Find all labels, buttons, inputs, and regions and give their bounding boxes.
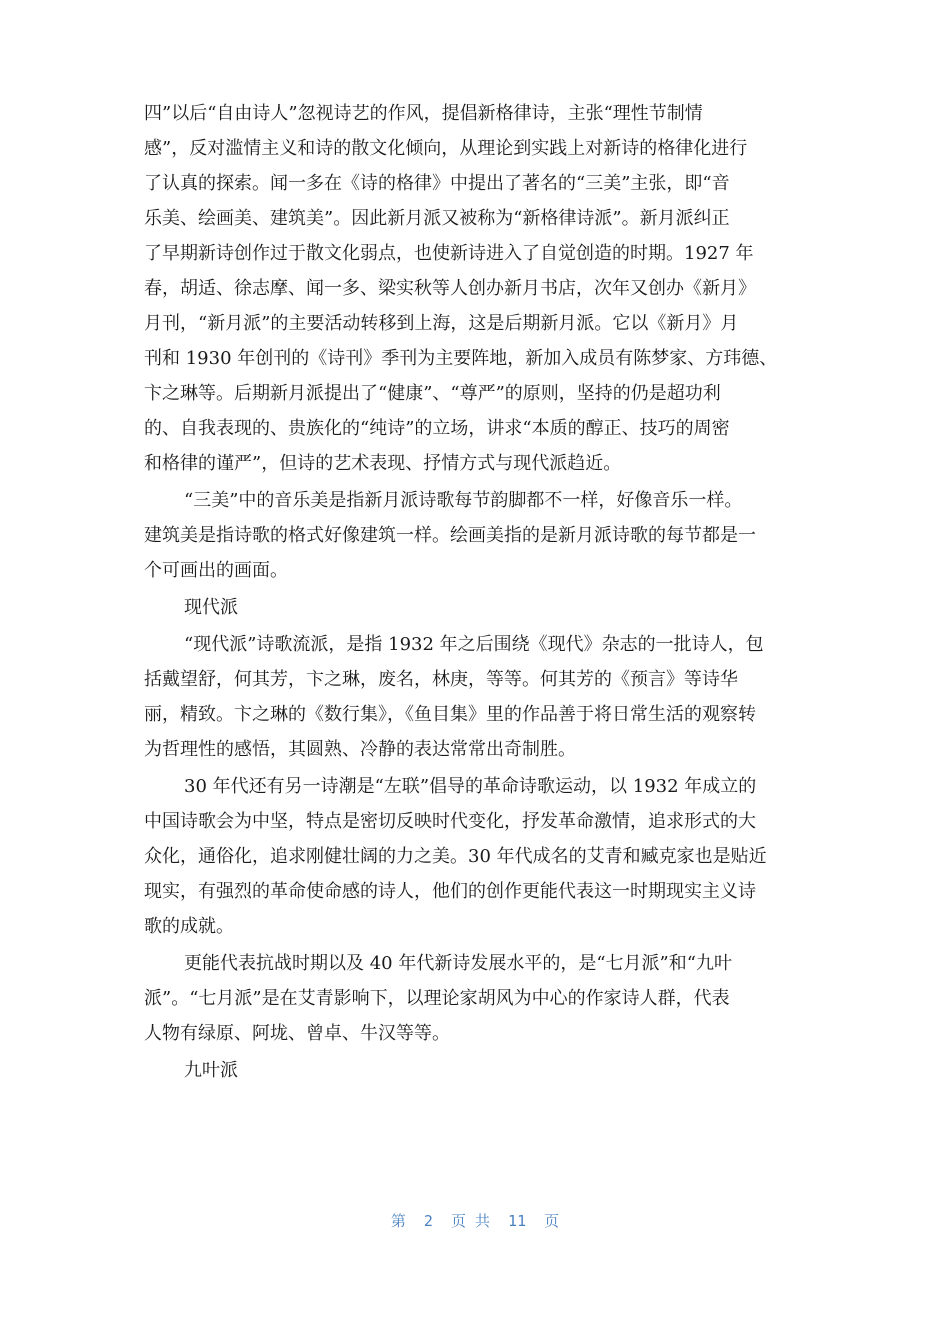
text-line: 卞之琳等。后期新月派提出了“健康”、“尊严”的原则，坚持的仍是超功利	[144, 383, 721, 404]
text-line: 建筑美是指诗歌的格式好像建筑一样。绘画美指的是新月派诗歌的每节都是一	[144, 525, 756, 546]
paragraph	[144, 769, 808, 944]
paragraph	[144, 96, 808, 481]
text-line: 九叶派	[184, 1060, 238, 1081]
paragraph	[144, 627, 808, 767]
text-line: 歌的成就。	[144, 916, 234, 937]
text-line: 人物有绿原、阿垅、曾卓、牛汉等等。	[144, 1023, 450, 1044]
paragraph	[144, 590, 808, 625]
text-line: 30 年代还有另一诗潮是“左联”倡导的革命诗歌运动，以 1932 年成立的	[184, 776, 757, 797]
document-body	[144, 96, 808, 1088]
text-line: 丽，精致。卞之琳的《数行集》，《鱼目集》里的作品善于将日常生活的观察转	[144, 704, 756, 725]
text-line: 现实，有强烈的革命使命感的诗人，他们的创作更能代表这一时期现实主义诗	[144, 881, 756, 902]
text-line: 了认真的探索。闻一多在《诗的格律》中提出了著名的“三美”主张，即“音	[144, 173, 730, 194]
text-line: 个可画出的画面。	[144, 560, 288, 581]
text-line: 括戴望舒，何其芳，卞之琳，废名，林庚，等等。何其芳的《预言》等诗华	[144, 669, 738, 690]
text-line: 的、自我表现的、贵族化的“纯诗”的立场，讲求“本质的醇正、技巧的周密	[144, 418, 730, 439]
paragraph	[144, 1053, 808, 1088]
text-line: 四”以后“自由诗人”忽视诗艺的作风，提倡新格律诗，主张“理性节制情	[144, 103, 703, 124]
text-line: 感”，反对滥情主义和诗的散文化倾向，从理论到实践上对新诗的格律化进行	[144, 138, 748, 159]
paragraph	[144, 946, 808, 1051]
text-line: 乐美、绘画美、建筑美”。因此新月派又被称为“新格律诗派”。新月派纠正	[144, 208, 730, 229]
text-line: 月刊，“新月派”的主要活动转移到上海，这是后期新月派。它以《新月》月	[144, 313, 739, 334]
text-line: “现代派”诗歌流派，是指 1932 年之后围绕《现代》杂志的一批诗人，包	[184, 634, 764, 655]
text-line: 中国诗歌会为中坚，特点是密切反映时代变化，抒发革命激情，追求形式的大	[144, 811, 756, 832]
text-line: 春，胡适、徐志摩、闻一多、梁实秋等人创办新月书店，次年又创办《新月》	[144, 278, 756, 299]
text-line: 派”。“七月派”是在艾青影响下，以理论家胡风为中心的作家诗人群，代表	[144, 988, 730, 1009]
paragraph	[144, 483, 808, 588]
text-line: “三美”中的音乐美是指新月派诗歌每节韵脚都不一样，好像音乐一样。	[184, 490, 743, 511]
text-line: 和格律的谨严”，但诗的艺术表现、抒情方式与现代派趋近。	[144, 453, 622, 474]
text-line: 众化，通俗化，追求刚健壮阔的力之美。30 年代成名的艾青和臧克家也是贴近	[144, 846, 767, 867]
text-line: 刊和 1930 年创刊的《诗刊》季刊为主要阵地，新加入成员有陈梦家、方玮德、	[144, 348, 778, 369]
page-footer: 第 2 页 共 11 页	[390, 1212, 560, 1230]
text-line: 为哲理性的感悟，其圆熟、冷静的表达常常出奇制胜。	[144, 739, 576, 760]
text-line: 了早期新诗创作过于散文化弱点，也使新诗进入了自觉创造的时期。1927 年	[144, 243, 754, 264]
text-line: 更能代表抗战时期以及 40 年代新诗发展水平的，是“七月派”和“九叶	[184, 953, 732, 974]
text-line: 现代派	[184, 597, 238, 618]
